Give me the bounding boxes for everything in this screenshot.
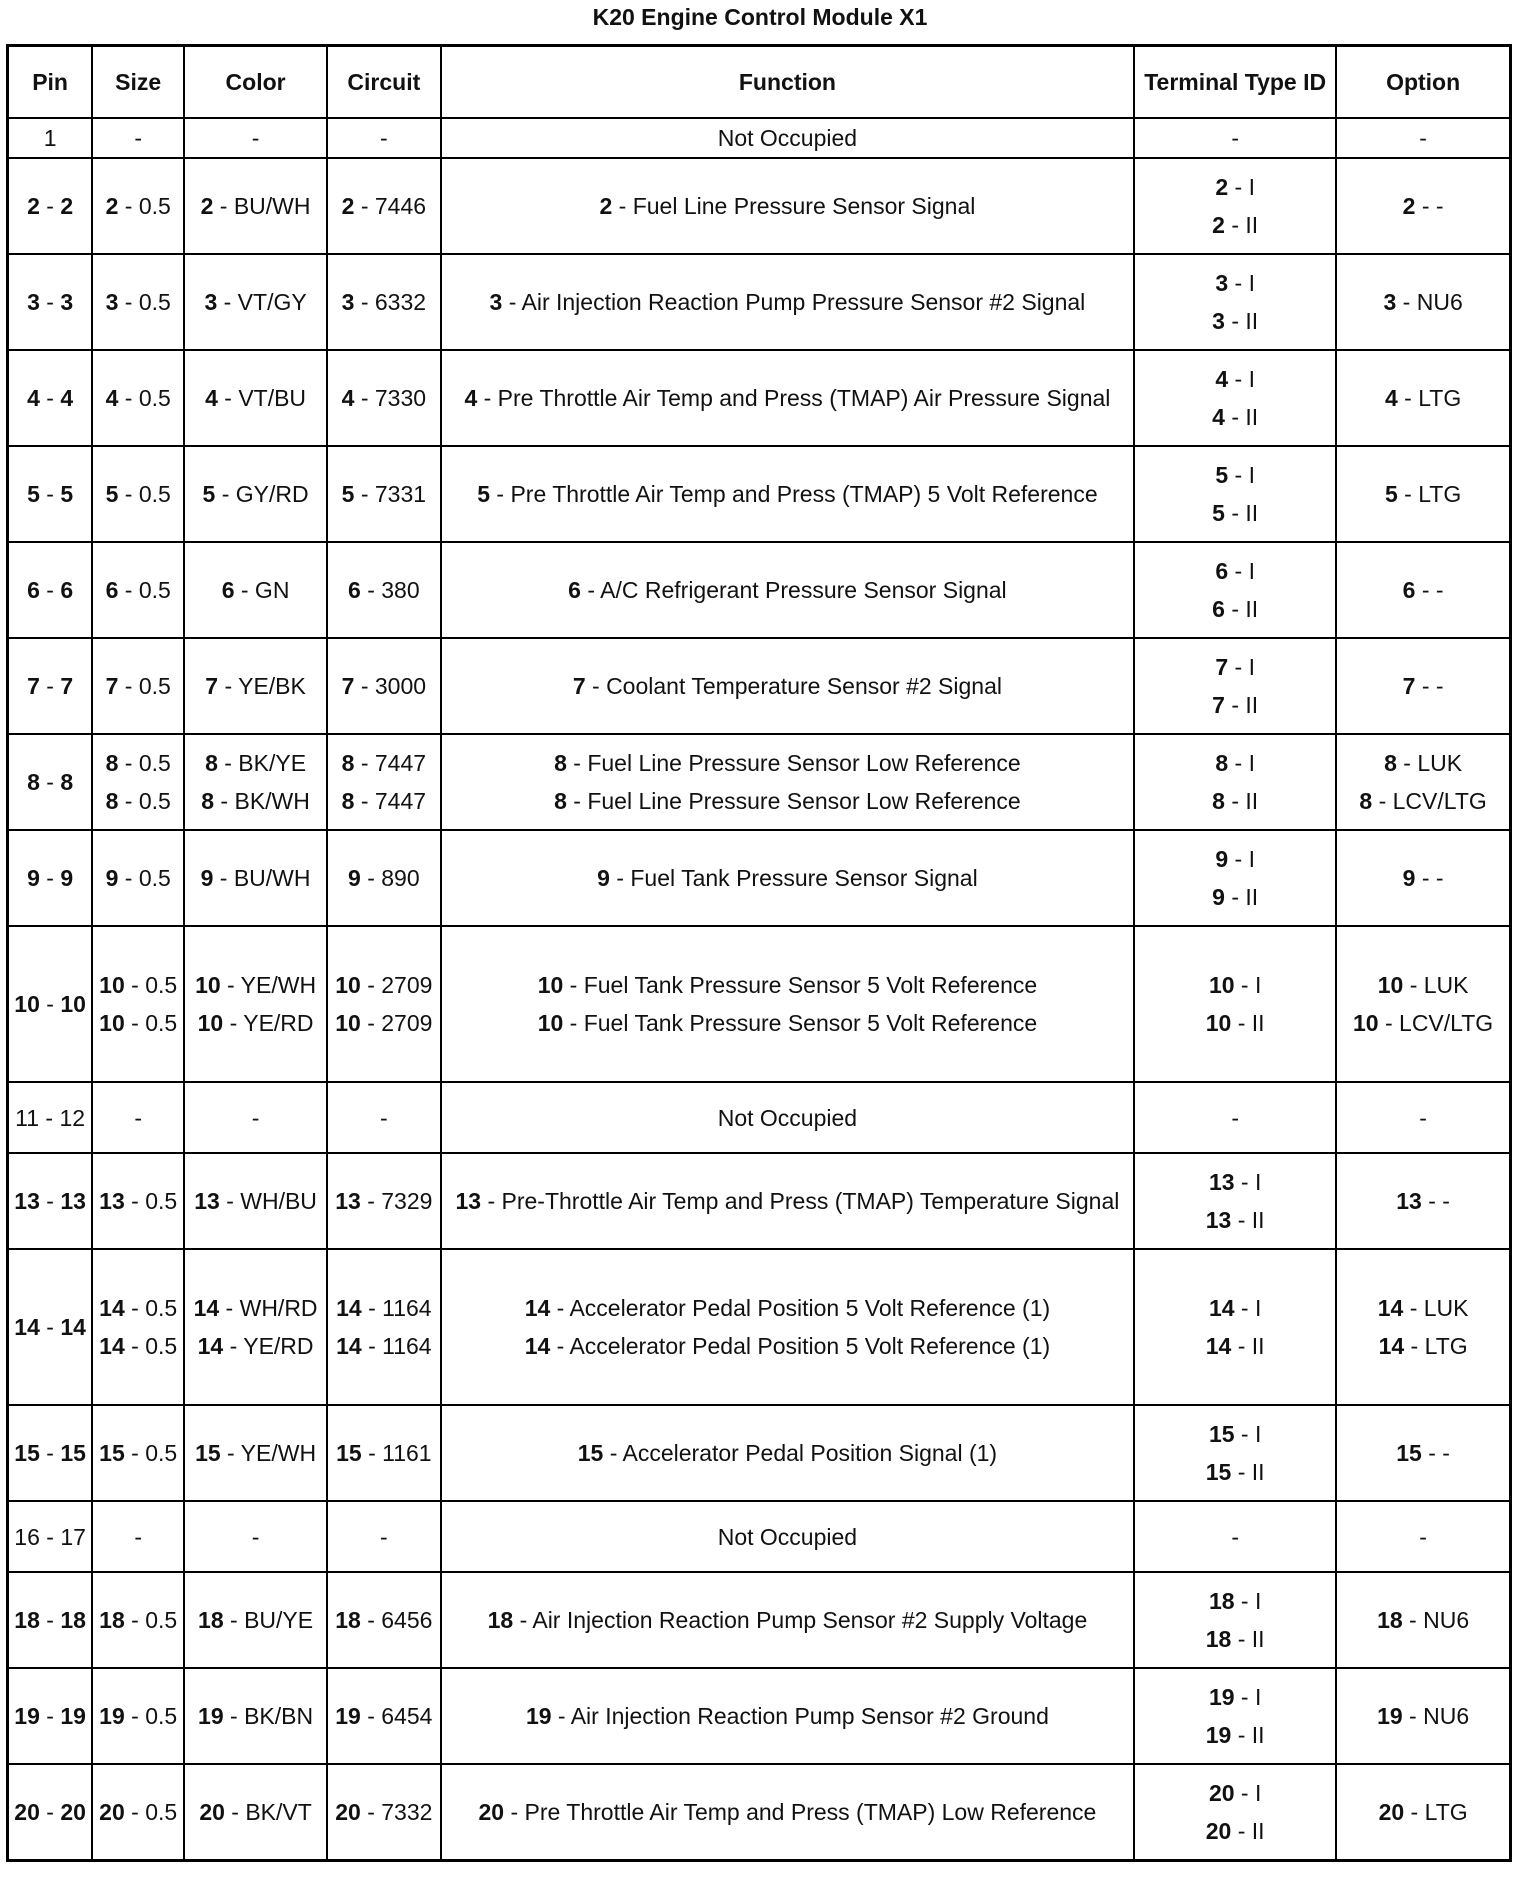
color-cell — [184, 350, 327, 446]
terminal-value: 5 - II — [1212, 500, 1259, 526]
function-cell — [441, 734, 1134, 830]
terminal-value: 13 - I — [1208, 1169, 1262, 1195]
option-cell: - — [1336, 1501, 1510, 1572]
color-cell — [184, 1249, 327, 1405]
size-value: 10 - 0.5 — [99, 972, 178, 998]
color-cell — [184, 638, 327, 734]
size-value: 5 - 0.5 — [105, 481, 171, 507]
function-value: 2 - Fuel Line Pressure Sensor Signal — [599, 193, 976, 219]
function-value: 15 - Accelerator Pedal Position Signal (1) — [577, 1440, 998, 1466]
option-cell — [1336, 734, 1510, 830]
table-row — [8, 926, 1511, 1082]
circuit-value: 2 - 7446 — [341, 193, 427, 219]
table-row — [8, 118, 1511, 158]
color-cell: - — [184, 118, 327, 158]
size-cell — [92, 734, 184, 830]
size-cell — [92, 1249, 184, 1405]
color-cell: - — [184, 1082, 327, 1153]
terminal-cell — [1134, 446, 1336, 542]
column-header: Color — [184, 46, 327, 119]
circuit-cell — [327, 350, 441, 446]
color-cell — [184, 734, 327, 830]
option-cell — [1336, 1764, 1510, 1861]
circuit-cell — [327, 830, 441, 926]
circuit-cell — [327, 734, 441, 830]
function-cell — [441, 1668, 1134, 1764]
function-value: 5 - Pre Throttle Air Temp and Press (TMAP) 5 Volt Reference — [477, 481, 1098, 507]
terminal-value: 3 - I — [1215, 270, 1255, 296]
function-cell — [441, 350, 1134, 446]
color-value: 14 - YE/RD — [197, 1333, 314, 1359]
size-cell: - — [92, 1501, 184, 1572]
color-cell — [184, 158, 327, 254]
column-header: Pin — [8, 46, 93, 119]
table-row — [8, 1668, 1511, 1764]
circuit-cell — [327, 1153, 441, 1249]
size-cell — [92, 1572, 184, 1668]
size-value: 8 - 0.5 — [105, 750, 171, 776]
table-row — [8, 1572, 1511, 1668]
circuit-value: 14 - 1164 — [336, 1333, 432, 1359]
terminal-value: 2 - II — [1212, 212, 1259, 238]
function-value: 8 - Fuel Line Pressure Sensor Low Reference — [554, 750, 1021, 776]
circuit-value: 8 - 7447 — [341, 750, 427, 776]
function-value: 14 - Accelerator Pedal Position 5 Volt Reference (1) — [524, 1295, 1051, 1321]
circuit-cell — [327, 1249, 441, 1405]
terminal-value: 10 - I — [1208, 972, 1262, 998]
pin-cell: 5 - 5 — [8, 446, 93, 542]
size-value: 2 - 0.5 — [105, 193, 171, 219]
column-header: Terminal Type ID — [1134, 46, 1336, 119]
function-cell — [441, 1153, 1134, 1249]
terminal-value: 7 - I — [1215, 654, 1255, 680]
table-row — [8, 254, 1511, 350]
pin-cell: 19 - 19 — [8, 1668, 93, 1764]
circuit-cell — [327, 926, 441, 1082]
size-value: 13 - 0.5 — [99, 1188, 178, 1214]
color-cell — [184, 830, 327, 926]
color-cell — [184, 446, 327, 542]
size-value: 15 - 0.5 — [99, 1440, 178, 1466]
terminal-value: 19 - I — [1208, 1684, 1262, 1710]
circuit-value: 6 - 380 — [348, 577, 420, 603]
option-cell — [1336, 1249, 1510, 1405]
option-value: 5 - LTG — [1384, 481, 1462, 507]
function-cell — [441, 446, 1134, 542]
terminal-cell — [1134, 1153, 1336, 1249]
table-row — [8, 734, 1511, 830]
terminal-cell — [1134, 350, 1336, 446]
option-value: 18 - NU6 — [1377, 1607, 1470, 1633]
circuit-value: 8 - 7447 — [341, 788, 427, 814]
table-row — [8, 1249, 1511, 1405]
terminal-value: 10 - II — [1205, 1010, 1265, 1036]
option-cell — [1336, 542, 1510, 638]
column-header: Option — [1336, 46, 1510, 119]
pin-cell: 10 - 10 — [8, 926, 93, 1082]
table-row — [8, 638, 1511, 734]
circuit-cell: - — [327, 118, 441, 158]
color-value: 5 - GY/RD — [202, 481, 309, 507]
option-cell: - — [1336, 118, 1510, 158]
size-value: 7 - 0.5 — [105, 673, 171, 699]
circuit-cell — [327, 542, 441, 638]
color-value: 4 - VT/BU — [205, 385, 307, 411]
terminal-value: 8 - II — [1212, 788, 1259, 814]
terminal-cell — [1134, 254, 1336, 350]
table-row — [8, 158, 1511, 254]
size-value: 18 - 0.5 — [99, 1607, 178, 1633]
column-header: Circuit — [327, 46, 441, 119]
color-cell — [184, 1572, 327, 1668]
pin-cell: 6 - 6 — [8, 542, 93, 638]
color-cell — [184, 1764, 327, 1861]
terminal-value: 15 - II — [1205, 1459, 1265, 1485]
terminal-cell — [1134, 734, 1336, 830]
terminal-value: 2 - I — [1215, 174, 1255, 200]
size-cell — [92, 542, 184, 638]
color-value: 10 - YE/RD — [197, 1010, 314, 1036]
terminal-value: 14 - II — [1205, 1333, 1265, 1359]
color-value: 9 - BU/WH — [200, 865, 311, 891]
terminal-value: 3 - II — [1212, 308, 1259, 334]
option-value: 7 - - — [1402, 673, 1444, 699]
color-cell — [184, 1405, 327, 1501]
pin-cell: 15 - 15 — [8, 1405, 93, 1501]
function-cell — [441, 542, 1134, 638]
function-cell: Not Occupied — [441, 1082, 1134, 1153]
color-value: 13 - WH/BU — [194, 1188, 317, 1214]
circuit-cell — [327, 254, 441, 350]
size-cell: - — [92, 1082, 184, 1153]
terminal-cell — [1134, 1668, 1336, 1764]
circuit-value: 18 - 6456 — [335, 1607, 433, 1633]
terminal-cell — [1134, 158, 1336, 254]
color-cell — [184, 542, 327, 638]
circuit-cell — [327, 1764, 441, 1861]
circuit-value: 5 - 7331 — [341, 481, 427, 507]
table-row — [8, 1082, 1511, 1153]
terminal-value: 8 - I — [1215, 750, 1255, 776]
option-cell: - — [1336, 1082, 1510, 1153]
terminal-value: 18 - II — [1205, 1626, 1265, 1652]
option-value: 15 - - — [1396, 1440, 1450, 1466]
option-cell — [1336, 926, 1510, 1082]
size-value: 14 - 0.5 — [99, 1333, 178, 1359]
terminal-value: 19 - II — [1205, 1722, 1265, 1748]
function-value: 19 - Air Injection Reaction Pump Sensor #2 Ground — [525, 1703, 1049, 1729]
terminal-value: 20 - II — [1205, 1818, 1265, 1844]
circuit-value: 9 - 890 — [348, 865, 420, 891]
color-value: 19 - BK/BN — [198, 1703, 314, 1729]
size-cell — [92, 1153, 184, 1249]
table-row — [8, 350, 1511, 446]
color-value: 2 - BU/WH — [200, 193, 311, 219]
function-cell — [441, 1764, 1134, 1861]
color-value: 7 - YE/BK — [205, 673, 306, 699]
pin-cell: 16 - 17 — [8, 1501, 93, 1572]
color-cell — [184, 254, 327, 350]
option-cell — [1336, 1668, 1510, 1764]
circuit-value: 7 - 3000 — [341, 673, 427, 699]
function-cell — [441, 1572, 1134, 1668]
terminal-cell — [1134, 1249, 1336, 1405]
pin-cell: 9 - 9 — [8, 830, 93, 926]
option-value: 13 - - — [1396, 1188, 1450, 1214]
function-cell — [441, 830, 1134, 926]
circuit-value: 19 - 6454 — [335, 1703, 433, 1729]
circuit-cell — [327, 1668, 441, 1764]
column-header: Function — [441, 46, 1134, 119]
function-cell: Not Occupied — [441, 1501, 1134, 1572]
terminal-value: 13 - II — [1205, 1207, 1265, 1233]
function-cell — [441, 1405, 1134, 1501]
circuit-cell — [327, 638, 441, 734]
color-cell: - — [184, 1501, 327, 1572]
option-cell — [1336, 1153, 1510, 1249]
terminal-cell — [1134, 1764, 1336, 1861]
terminal-value: 20 - I — [1208, 1780, 1262, 1806]
pin-cell: 8 - 8 — [8, 734, 93, 830]
terminal-value: 7 - II — [1212, 692, 1259, 718]
option-value: 10 - LCV/LTG — [1353, 1010, 1494, 1036]
size-value: 20 - 0.5 — [99, 1799, 178, 1825]
terminal-cell — [1134, 926, 1336, 1082]
option-value: 6 - - — [1402, 577, 1444, 603]
pin-cell: 18 - 18 — [8, 1572, 93, 1668]
circuit-value: 10 - 2709 — [335, 1010, 433, 1036]
size-value: 14 - 0.5 — [99, 1295, 178, 1321]
size-value: 4 - 0.5 — [105, 385, 171, 411]
function-cell — [441, 1249, 1134, 1405]
size-cell — [92, 254, 184, 350]
terminal-value: 4 - II — [1212, 404, 1259, 430]
option-value: 4 - LTG — [1384, 385, 1462, 411]
table-row — [8, 1405, 1511, 1501]
option-cell — [1336, 158, 1510, 254]
table-row — [8, 1501, 1511, 1572]
size-cell — [92, 350, 184, 446]
function-value: 10 - Fuel Tank Pressure Sensor 5 Volt Reference — [537, 972, 1038, 998]
pin-cell: 11 - 12 — [8, 1082, 93, 1153]
header-row — [8, 46, 1511, 119]
option-cell — [1336, 830, 1510, 926]
terminal-cell — [1134, 1405, 1336, 1501]
circuit-value: 14 - 1164 — [336, 1295, 432, 1321]
terminal-cell: - — [1134, 118, 1336, 158]
function-value: 10 - Fuel Tank Pressure Sensor 5 Volt Reference — [537, 1010, 1038, 1036]
circuit-cell — [327, 1405, 441, 1501]
size-cell — [92, 830, 184, 926]
option-value: 14 - LTG — [1378, 1333, 1468, 1359]
table-row — [8, 542, 1511, 638]
table-row — [8, 446, 1511, 542]
function-cell — [441, 638, 1134, 734]
option-value: 9 - - — [1402, 865, 1444, 891]
function-cell: Not Occupied — [441, 118, 1134, 158]
circuit-cell — [327, 158, 441, 254]
circuit-value: 10 - 2709 — [335, 972, 433, 998]
circuit-value: 3 - 6332 — [341, 289, 427, 315]
option-cell — [1336, 254, 1510, 350]
option-value: 10 - LUK — [1377, 972, 1469, 998]
option-cell — [1336, 446, 1510, 542]
terminal-cell: - — [1134, 1501, 1336, 1572]
function-value: 3 - Air Injection Reaction Pump Pressure Sensor #2 Signal — [489, 289, 1086, 315]
terminal-value: 6 - I — [1215, 558, 1255, 584]
pinout-table — [6, 44, 1512, 1862]
pin-cell: 1 — [8, 118, 93, 158]
color-value: 20 - BK/VT — [199, 1799, 312, 1825]
function-value: 18 - Air Injection Reaction Pump Sensor #2 Supply Voltage — [487, 1607, 1088, 1633]
function-value: 13 - Pre-Throttle Air Temp and Press (TMAP) Temperature Signal — [455, 1188, 1120, 1214]
terminal-value: 14 - I — [1208, 1295, 1262, 1321]
function-cell — [441, 254, 1134, 350]
size-value: 3 - 0.5 — [105, 289, 171, 315]
size-value: 10 - 0.5 — [99, 1010, 178, 1036]
terminal-cell — [1134, 542, 1336, 638]
circuit-cell: - — [327, 1082, 441, 1153]
color-value: 8 - BK/WH — [201, 788, 310, 814]
circuit-cell — [327, 1572, 441, 1668]
size-value: 8 - 0.5 — [105, 788, 171, 814]
color-cell — [184, 1153, 327, 1249]
page-title: K20 Engine Control Module X1 — [592, 4, 928, 30]
circuit-cell: - — [327, 1501, 441, 1572]
color-cell — [184, 926, 327, 1082]
size-cell — [92, 1764, 184, 1861]
size-value: 19 - 0.5 — [99, 1703, 178, 1729]
color-value: 15 - YE/WH — [195, 1440, 317, 1466]
terminal-value: 6 - II — [1212, 596, 1259, 622]
function-value: 20 - Pre Throttle Air Temp and Press (TMAP) Low Reference — [478, 1799, 1097, 1825]
size-cell — [92, 926, 184, 1082]
color-cell — [184, 1668, 327, 1764]
option-value: 3 - NU6 — [1383, 289, 1463, 315]
color-value: 10 - YE/WH — [195, 972, 317, 998]
option-value: 20 - LTG — [1378, 1799, 1468, 1825]
function-value: 7 - Coolant Temperature Sensor #2 Signal — [572, 673, 1002, 699]
circuit-value: 15 - 1161 — [336, 1440, 432, 1466]
circuit-value: 4 - 7330 — [341, 385, 427, 411]
option-cell — [1336, 638, 1510, 734]
function-cell — [441, 926, 1134, 1082]
terminal-cell — [1134, 1572, 1336, 1668]
function-value: 6 - A/C Refrigerant Pressure Sensor Signal — [568, 577, 1007, 603]
function-value: 9 - Fuel Tank Pressure Sensor Signal — [597, 865, 978, 891]
terminal-value: 9 - II — [1212, 884, 1259, 910]
option-cell — [1336, 350, 1510, 446]
terminal-value: 18 - I — [1208, 1588, 1262, 1614]
circuit-value: 20 - 7332 — [335, 1799, 433, 1825]
function-value: 14 - Accelerator Pedal Position 5 Volt Reference (1) — [524, 1333, 1051, 1359]
pin-cell: 13 - 13 — [8, 1153, 93, 1249]
option-value: 14 - LUK — [1377, 1295, 1469, 1321]
color-value: 8 - BK/YE — [205, 750, 307, 776]
size-cell — [92, 158, 184, 254]
circuit-value: 13 - 7329 — [335, 1188, 433, 1214]
terminal-value: 4 - I — [1215, 366, 1255, 392]
table-row — [8, 1764, 1511, 1861]
column-header: Size — [92, 46, 184, 119]
size-cell — [92, 446, 184, 542]
pin-cell: 14 - 14 — [8, 1249, 93, 1405]
pin-cell: 3 - 3 — [8, 254, 93, 350]
option-value: 2 - - — [1402, 193, 1444, 219]
terminal-value: 15 - I — [1208, 1421, 1262, 1447]
option-value: 8 - LCV/LTG — [1359, 788, 1487, 814]
function-value: 8 - Fuel Line Pressure Sensor Low Reference — [554, 788, 1021, 814]
size-cell — [92, 1405, 184, 1501]
terminal-cell — [1134, 638, 1336, 734]
table-row — [8, 830, 1511, 926]
pin-cell: 7 - 7 — [8, 638, 93, 734]
option-cell — [1336, 1405, 1510, 1501]
function-cell — [441, 158, 1134, 254]
size-cell: - — [92, 118, 184, 158]
function-value: 4 - Pre Throttle Air Temp and Press (TMAP) Air Pressure Signal — [464, 385, 1111, 411]
option-value: 8 - LUK — [1384, 750, 1463, 776]
size-cell — [92, 638, 184, 734]
color-value: 3 - VT/GY — [204, 289, 307, 315]
option-value: 19 - NU6 — [1377, 1703, 1470, 1729]
color-value: 14 - WH/RD — [193, 1295, 318, 1321]
pin-cell: 20 - 20 — [8, 1764, 93, 1861]
pin-cell: 4 - 4 — [8, 350, 93, 446]
terminal-value: 5 - I — [1215, 462, 1255, 488]
circuit-cell — [327, 446, 441, 542]
size-value: 9 - 0.5 — [105, 865, 171, 891]
pin-cell: 2 - 2 — [8, 158, 93, 254]
terminal-value: 9 - I — [1215, 846, 1255, 872]
terminal-cell: - — [1134, 1082, 1336, 1153]
size-cell — [92, 1668, 184, 1764]
option-cell — [1336, 1572, 1510, 1668]
table-row — [8, 1153, 1511, 1249]
size-value: 6 - 0.5 — [105, 577, 171, 603]
color-value: 6 - GN — [221, 577, 290, 603]
color-value: 18 - BU/YE — [198, 1607, 314, 1633]
terminal-cell — [1134, 830, 1336, 926]
